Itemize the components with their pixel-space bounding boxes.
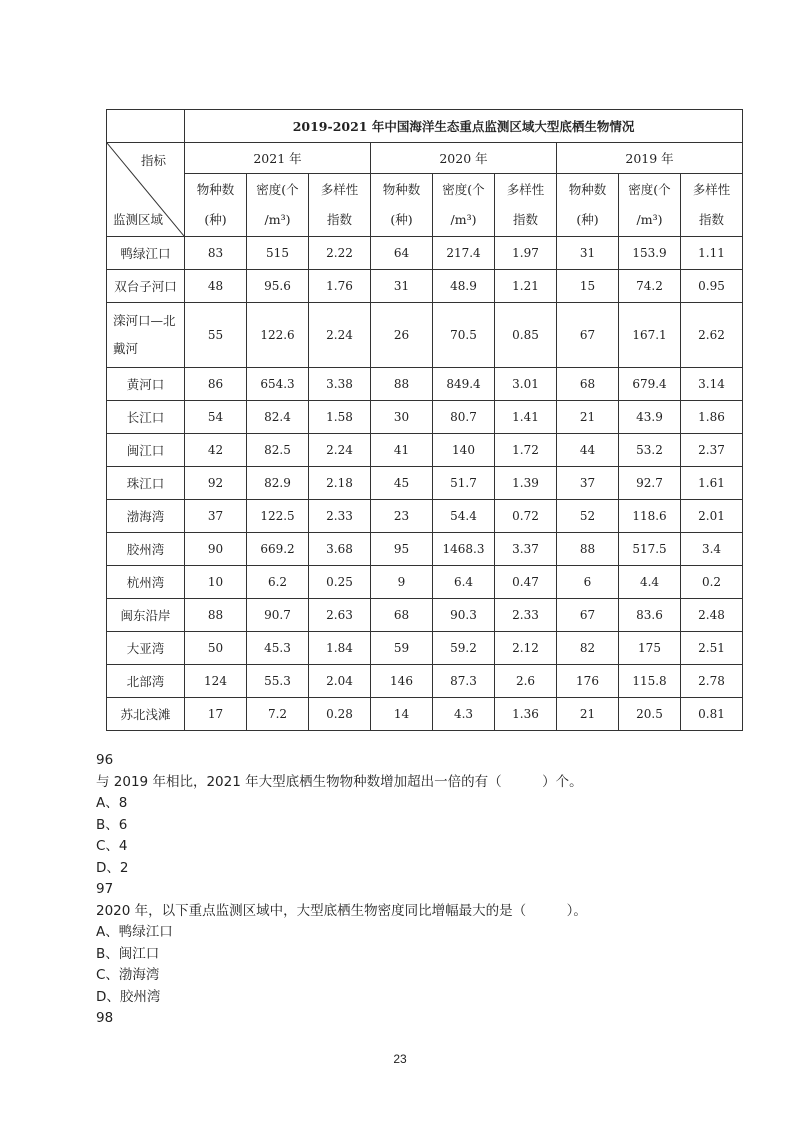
table-row [107, 566, 743, 599]
value-cell: 6 [557, 566, 619, 599]
column-header-line1: 密度(个 [628, 182, 671, 197]
region-cell: 渤海湾 [107, 500, 185, 533]
value-cell: 2.6 [495, 665, 557, 698]
column-header [557, 174, 619, 237]
value-cell: 4.4 [619, 566, 681, 599]
value-cell: 0.25 [309, 566, 371, 599]
region-cell: 胶州湾 [107, 533, 185, 566]
question-96-number: 96 [96, 752, 114, 768]
question-96-option-b: B、6 [96, 816, 128, 833]
column-header [371, 174, 433, 237]
table-corner-blank [107, 110, 185, 143]
value-cell: 95.6 [247, 270, 309, 303]
column-header-line2: /m³) [636, 212, 663, 227]
column-header-line2: 指数 [512, 212, 538, 227]
value-cell: 1.39 [495, 467, 557, 500]
value-cell: 21 [557, 401, 619, 434]
value-cell: 20.5 [619, 698, 681, 731]
value-cell: 1.58 [309, 401, 371, 434]
value-cell: 17 [185, 698, 247, 731]
value-cell: 1.41 [495, 401, 557, 434]
column-header [309, 174, 371, 237]
value-cell: 86 [185, 368, 247, 401]
column-header-line1: 物种数 [382, 182, 421, 197]
value-cell: 1.21 [495, 270, 557, 303]
value-cell: 90.3 [433, 599, 495, 632]
value-cell: 55 [185, 303, 247, 368]
value-cell: 59 [371, 632, 433, 665]
value-cell: 2.24 [309, 434, 371, 467]
table-row [107, 401, 743, 434]
value-cell: 37 [557, 467, 619, 500]
value-cell: 14 [371, 698, 433, 731]
table-row [107, 500, 743, 533]
value-cell: 23 [371, 500, 433, 533]
value-cell: 88 [371, 368, 433, 401]
table-title: 2019-2021 年中国海洋生态重点监测区域大型底栖生物情况 [185, 110, 743, 143]
value-cell: 6.2 [247, 566, 309, 599]
value-cell: 3.37 [495, 533, 557, 566]
question-98-number: 98 [96, 1010, 114, 1026]
value-cell: 2.01 [681, 500, 743, 533]
value-cell: 0.2 [681, 566, 743, 599]
question-97-stem: 2020 年，以下重点监测区域中，大型底栖生物密度同比增幅最大的是（ ）。 [96, 902, 587, 919]
value-cell: 92.7 [619, 467, 681, 500]
value-cell: 176 [557, 665, 619, 698]
value-cell: 43.9 [619, 401, 681, 434]
value-cell: 3.14 [681, 368, 743, 401]
region-cell: 杭州湾 [107, 566, 185, 599]
value-cell: 67 [557, 599, 619, 632]
value-cell: 88 [185, 599, 247, 632]
value-cell: 70.5 [433, 303, 495, 368]
region-cell: 大亚湾 [107, 632, 185, 665]
column-header-line1: 物种数 [568, 182, 607, 197]
value-cell: 82.5 [247, 434, 309, 467]
corner-label-region: 监测区域 [113, 212, 164, 227]
column-header [681, 174, 743, 237]
column-header-line1: 多样性 [692, 182, 731, 197]
value-cell: 6.4 [433, 566, 495, 599]
value-cell: 42 [185, 434, 247, 467]
question-96-stem: 与 2019 年相比，2021 年大型底栖生物物种数增加超出一倍的有（ ）个。 [96, 773, 583, 790]
column-header-line1: 密度(个 [442, 182, 485, 197]
value-cell: 31 [557, 237, 619, 270]
value-cell: 54 [185, 401, 247, 434]
value-cell: 849.4 [433, 368, 495, 401]
column-header [495, 174, 557, 237]
data-table-container [106, 109, 742, 731]
value-cell: 2.78 [681, 665, 743, 698]
question-96-option-c: C、4 [96, 838, 128, 854]
value-cell: 0.85 [495, 303, 557, 368]
value-cell: 517.5 [619, 533, 681, 566]
value-cell: 3.4 [681, 533, 743, 566]
column-header-line1: 密度(个 [256, 182, 299, 197]
question-96-option-d: D、2 [96, 859, 129, 876]
value-cell: 74.2 [619, 270, 681, 303]
question-97-option-c: C、渤海湾 [96, 967, 160, 983]
value-cell: 3.01 [495, 368, 557, 401]
value-cell: 175 [619, 632, 681, 665]
value-cell: 21 [557, 698, 619, 731]
table-row [107, 599, 743, 632]
value-cell: 64 [371, 237, 433, 270]
value-cell: 146 [371, 665, 433, 698]
region-cell: 双台子河口 [107, 270, 185, 303]
value-cell: 30 [371, 401, 433, 434]
value-cell: 45.3 [247, 632, 309, 665]
column-header-line2: (种) [390, 212, 413, 227]
year-header-2021: 2021 年 [185, 143, 371, 174]
column-header-line1: 多样性 [506, 182, 545, 197]
region-cell: 闽江口 [107, 434, 185, 467]
value-cell: 90 [185, 533, 247, 566]
column-header [247, 174, 309, 237]
value-cell: 54.4 [433, 500, 495, 533]
table-row [107, 698, 743, 731]
column-header-line2: (种) [204, 212, 227, 227]
value-cell: 2.63 [309, 599, 371, 632]
value-cell: 48.9 [433, 270, 495, 303]
value-cell: 2.04 [309, 665, 371, 698]
value-cell: 51.7 [433, 467, 495, 500]
value-cell: 3.68 [309, 533, 371, 566]
table-row [107, 368, 743, 401]
value-cell: 118.6 [619, 500, 681, 533]
column-header-line2: 指数 [326, 212, 352, 227]
year-header-2020: 2020 年 [371, 143, 557, 174]
value-cell: 2.18 [309, 467, 371, 500]
value-cell: 59.2 [433, 632, 495, 665]
value-cell: 4.3 [433, 698, 495, 731]
value-cell: 140 [433, 434, 495, 467]
column-header [619, 174, 681, 237]
value-cell: 82 [557, 632, 619, 665]
value-cell: 2.33 [495, 599, 557, 632]
question-97-number: 97 [96, 881, 114, 897]
value-cell: 122.6 [247, 303, 309, 368]
value-cell: 41 [371, 434, 433, 467]
column-header-line1: 物种数 [196, 182, 235, 197]
question-96-option-a: A、8 [96, 795, 128, 811]
question-97-option-d: D、胶州湾 [96, 988, 161, 1005]
value-cell: 2.24 [309, 303, 371, 368]
value-cell: 2.48 [681, 599, 743, 632]
value-cell: 67 [557, 303, 619, 368]
value-cell: 1.84 [309, 632, 371, 665]
value-cell: 92 [185, 467, 247, 500]
value-cell: 83.6 [619, 599, 681, 632]
value-cell: 1.76 [309, 270, 371, 303]
value-cell: 217.4 [433, 237, 495, 270]
table-row [107, 237, 743, 270]
value-cell: 7.2 [247, 698, 309, 731]
value-cell: 1.97 [495, 237, 557, 270]
value-cell: 80.7 [433, 401, 495, 434]
value-cell: 669.2 [247, 533, 309, 566]
value-cell: 2.62 [681, 303, 743, 368]
value-cell: 10 [185, 566, 247, 599]
value-cell: 2.33 [309, 500, 371, 533]
value-cell: 26 [371, 303, 433, 368]
questions-section [96, 750, 746, 1030]
value-cell: 90.7 [247, 599, 309, 632]
value-cell: 115.8 [619, 665, 681, 698]
value-cell: 68 [371, 599, 433, 632]
value-cell: 0.81 [681, 698, 743, 731]
region-cell: 黄河口 [107, 368, 185, 401]
question-97-option-b: B、闽江口 [96, 945, 160, 962]
value-cell: 44 [557, 434, 619, 467]
value-cell: 50 [185, 632, 247, 665]
value-cell: 0.28 [309, 698, 371, 731]
value-cell: 95 [371, 533, 433, 566]
column-header-line2: (种) [576, 212, 599, 227]
value-cell: 2.37 [681, 434, 743, 467]
column-header-line2: /m³) [450, 212, 477, 227]
region-cell: 北部湾 [107, 665, 185, 698]
corner-label-indicator: 指标 [140, 153, 166, 168]
table-corner-header [107, 143, 185, 237]
value-cell: 124 [185, 665, 247, 698]
column-header [185, 174, 247, 237]
region-cell: 苏北浅滩 [107, 698, 185, 731]
value-cell: 0.95 [681, 270, 743, 303]
value-cell: 2.12 [495, 632, 557, 665]
value-cell: 0.47 [495, 566, 557, 599]
value-cell: 167.1 [619, 303, 681, 368]
table-row [107, 467, 743, 500]
value-cell: 3.38 [309, 368, 371, 401]
value-cell: 153.9 [619, 237, 681, 270]
table-row [107, 533, 743, 566]
value-cell: 15 [557, 270, 619, 303]
value-cell: 45 [371, 467, 433, 500]
value-cell: 0.72 [495, 500, 557, 533]
value-cell: 122.5 [247, 500, 309, 533]
value-cell: 53.2 [619, 434, 681, 467]
value-cell: 2.22 [309, 237, 371, 270]
value-cell: 48 [185, 270, 247, 303]
value-cell: 1468.3 [433, 533, 495, 566]
value-cell: 515 [247, 237, 309, 270]
table-row [107, 434, 743, 467]
value-cell: 82.9 [247, 467, 309, 500]
column-header-line1: 多样性 [320, 182, 359, 197]
value-cell: 9 [371, 566, 433, 599]
value-cell: 31 [371, 270, 433, 303]
benthic-organisms-table [106, 109, 743, 731]
value-cell: 37 [185, 500, 247, 533]
value-cell: 1.11 [681, 237, 743, 270]
region-cell: 长江口 [107, 401, 185, 434]
value-cell: 1.36 [495, 698, 557, 731]
table-row [107, 665, 743, 698]
question-97-option-a: A、鸭绿江口 [96, 924, 173, 940]
value-cell: 55.3 [247, 665, 309, 698]
value-cell: 88 [557, 533, 619, 566]
table-row [107, 270, 743, 303]
column-header [433, 174, 495, 237]
value-cell: 2.51 [681, 632, 743, 665]
year-header-2019: 2019 年 [557, 143, 743, 174]
region-cell: 滦河口—北戴河 [107, 303, 185, 368]
value-cell: 82.4 [247, 401, 309, 434]
column-header-line2: 指数 [699, 212, 725, 227]
value-cell: 1.61 [681, 467, 743, 500]
region-cell: 鸭绿江口 [107, 237, 185, 270]
value-cell: 1.86 [681, 401, 743, 434]
value-cell: 83 [185, 237, 247, 270]
table-row [107, 632, 743, 665]
value-cell: 52 [557, 500, 619, 533]
value-cell: 68 [557, 368, 619, 401]
region-cell: 珠江口 [107, 467, 185, 500]
value-cell: 87.3 [433, 665, 495, 698]
value-cell: 1.72 [495, 434, 557, 467]
region-cell: 闽东沿岸 [107, 599, 185, 632]
value-cell: 654.3 [247, 368, 309, 401]
page-number: 23 [393, 1052, 407, 1066]
column-header-line2: /m³) [264, 212, 291, 227]
table-row [107, 303, 743, 368]
value-cell: 679.4 [619, 368, 681, 401]
